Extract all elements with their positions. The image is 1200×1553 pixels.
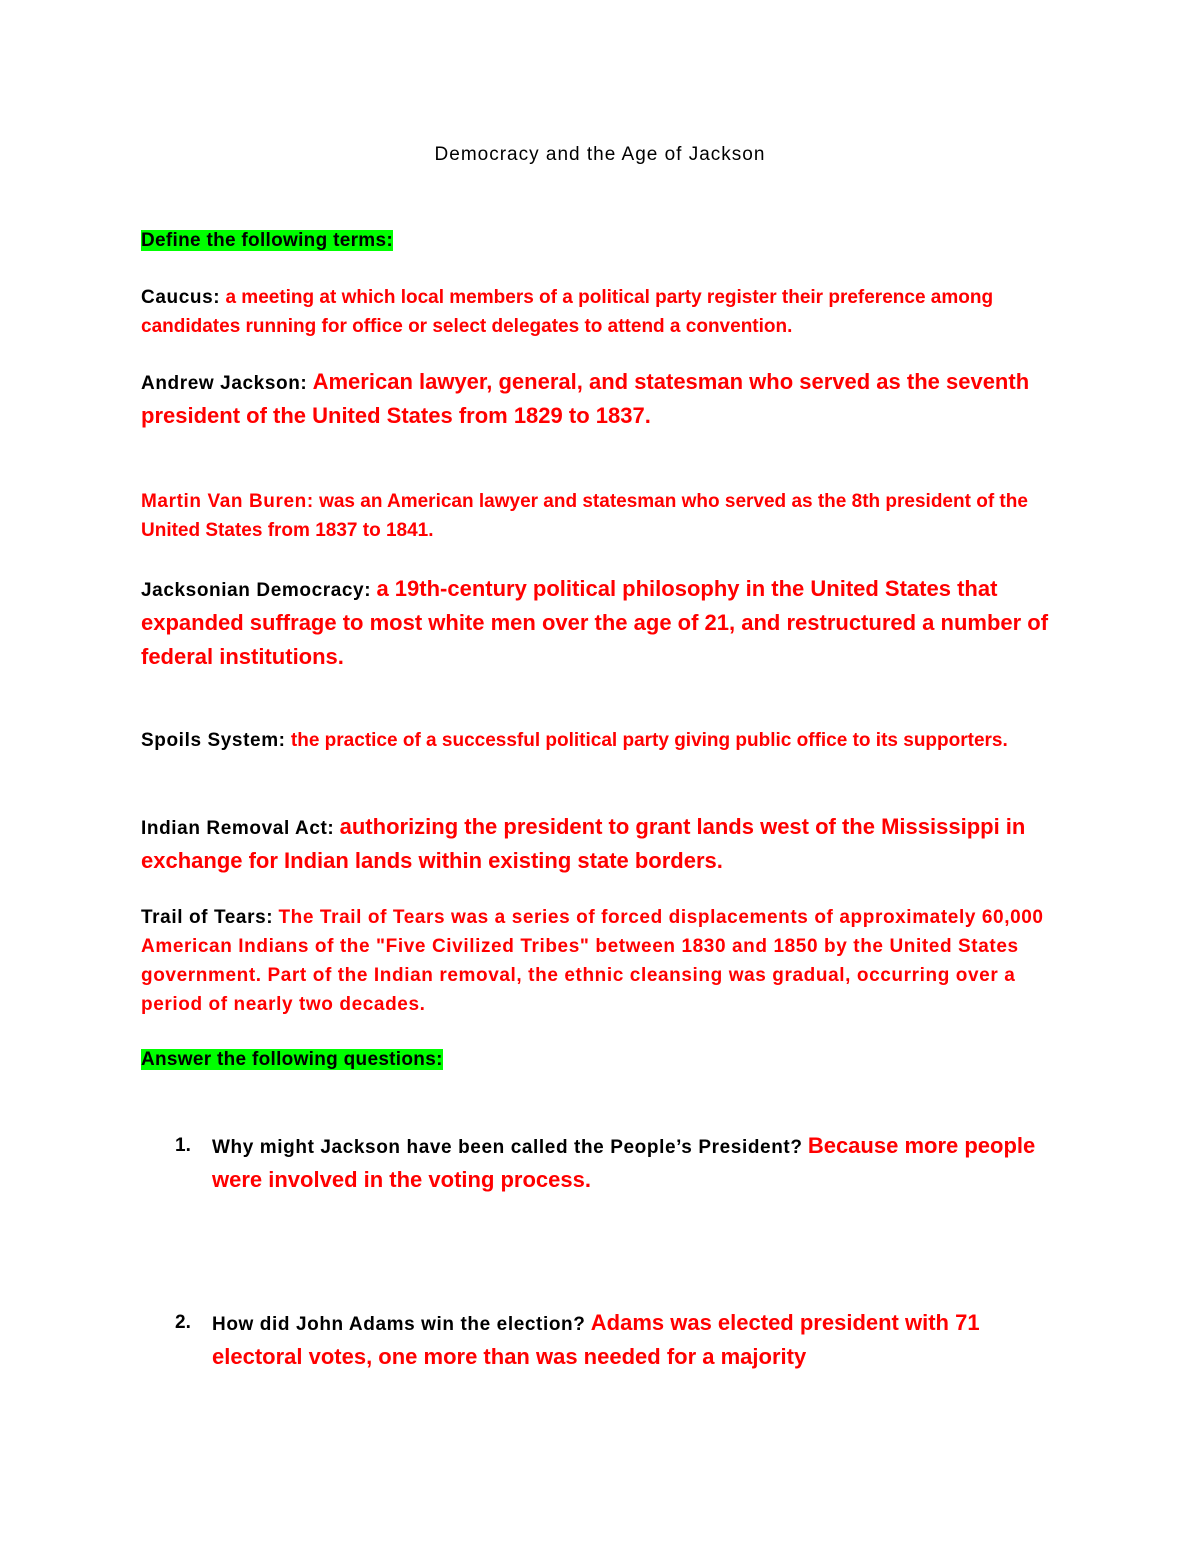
question-answer: Adams was elected president with 71 electoral votes, one more than was needed for a majority	[212, 1310, 980, 1369]
document-title: Democracy and the Age of Jackson	[434, 144, 766, 165]
question-text: How did John Adams win the election?	[212, 1314, 586, 1335]
question-number: 1.	[175, 1135, 191, 1156]
term-definition: was an American lawyer and statesman who served as the 8th president of the United States from 1837 to 1841.	[141, 491, 1028, 541]
term-label: Trail of Tears:	[141, 907, 274, 928]
term-label: Spoils System:	[141, 730, 286, 751]
term-entry-spoils-system	[141, 726, 1076, 755]
question-item-2	[175, 1307, 1055, 1375]
term-label: Indian Removal Act:	[141, 818, 335, 839]
term-entry-jacksonian-democracy	[141, 573, 1076, 675]
term-label: Jacksonian Democracy:	[141, 580, 372, 601]
section-heading-answer-text: Answer the following questions:	[141, 1049, 443, 1070]
term-definition: a 19th-century political philosophy in the United States that expanded suffrage to most white men over the age of 21, and restructured a number of federal institutions.	[141, 576, 1049, 669]
question-answer: Because more people were involved in the voting process.	[212, 1133, 1036, 1192]
term-entry-andrew-jackson	[141, 366, 1076, 434]
term-entry-indian-removal-act	[141, 811, 1076, 879]
term-label: Caucus:	[141, 287, 221, 308]
term-entry-trail-of-tears	[141, 903, 1076, 1019]
term-definition: a meeting at which local members of a political party register their preference among candidates running for office or select delegates to attend a convention.	[141, 287, 994, 337]
term-entry-martin-van-buren	[141, 487, 1076, 545]
term-definition: authorizing the president to grant lands west of the Mississippi in exchange for Indian lands within existing state borders.	[141, 814, 1026, 873]
term-label: Martin Van Buren:	[141, 491, 314, 512]
term-label: Andrew Jackson:	[141, 373, 308, 394]
question-body	[212, 1307, 1055, 1375]
question-body	[212, 1130, 1055, 1198]
section-heading-define-text: Define the following terms:	[141, 230, 393, 251]
question-item-1	[175, 1130, 1055, 1198]
section-heading-define	[141, 228, 393, 254]
term-entry-caucus	[141, 283, 1076, 341]
term-definition: American lawyer, general, and statesman who served as the seventh president of the United States from 1829 to 1837.	[141, 369, 1030, 428]
section-heading-answer	[141, 1047, 443, 1073]
term-definition: The Trail of Tears was a series of forced displacements of approximately 60,000 American Indians of the "Five Civilized Tribes" between 1830 and 1850 by the United States government. Part of the Indian removal, the ethnic cleansing was gradual, occurring over a period of nearly two decades.	[141, 907, 1044, 1015]
question-text: Why might Jackson have been called the People’s President?	[212, 1137, 803, 1158]
question-number: 2.	[175, 1312, 191, 1333]
term-definition: the practice of a successful political party giving public office to its supporters.	[290, 730, 1008, 751]
